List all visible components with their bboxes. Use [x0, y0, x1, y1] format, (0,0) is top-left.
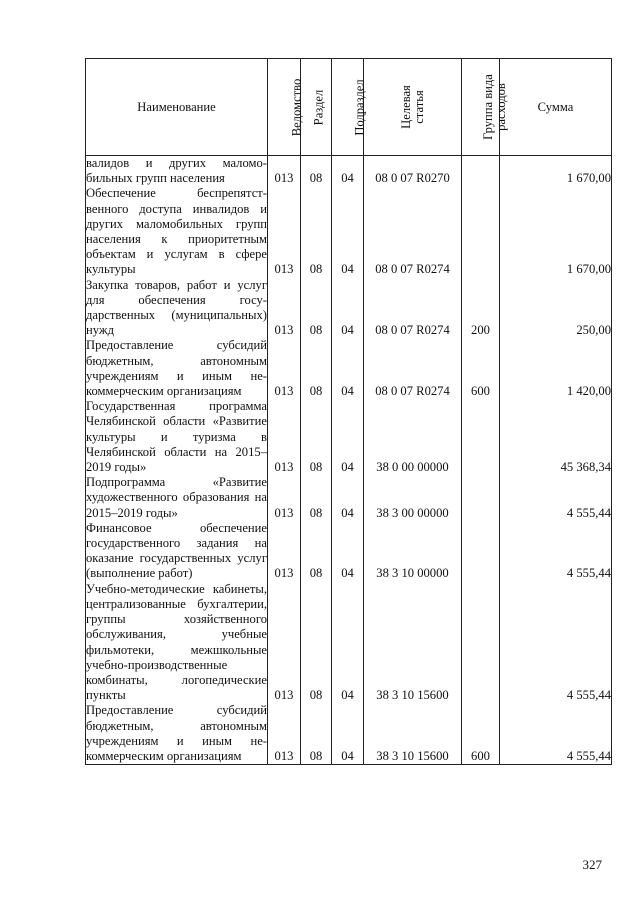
row-name: Подпрограмма «Развитие художественного образования на 2015–2019 годы» — [86, 475, 267, 520]
row-section: 08 — [301, 582, 332, 704]
table-row — [86, 186, 612, 277]
row-target-article: 08 0 07 R0274 — [364, 278, 462, 339]
row-target-article: 38 0 00 00000 — [364, 399, 462, 475]
header-sum: Сумма — [500, 59, 612, 156]
row-department: 013 — [268, 338, 301, 399]
row-subsection: 04 — [332, 156, 364, 187]
row-target-article: 38 3 10 15600 — [364, 703, 462, 764]
row-subsection: 04 — [332, 475, 364, 521]
row-section: 08 — [301, 186, 332, 277]
table-row — [86, 278, 612, 339]
row-section: 08 — [301, 521, 332, 582]
row-target-article: 08 0 07 R0274 — [364, 338, 462, 399]
budget-table — [85, 58, 612, 765]
row-name: Финансовое обеспечение государственного задания на оказание государственных услуг (выполнение работ) — [86, 520, 267, 581]
row-sum: 45 368,34 — [500, 399, 612, 475]
row-expense-group — [462, 399, 500, 475]
row-department: 013 — [268, 582, 301, 704]
header-subsection: Подраздел — [332, 59, 364, 156]
row-sum: 4 555,44 — [500, 703, 612, 764]
row-subsection: 04 — [332, 338, 364, 399]
row-name: Учебно-методические кабинеты, централизованные бухгалтерии, группы хозяйственного обслуживания, учебные фильмотеки, межшкольные учебно-производственные комбинаты, логопедические пункты — [86, 581, 267, 703]
row-subsection: 04 — [332, 399, 364, 475]
row-expense-group — [462, 475, 500, 521]
row-target-article: 38 3 10 00000 — [364, 521, 462, 582]
header-department: Ведомство — [268, 59, 301, 156]
row-name: Предоставление субсидий бюджетным, автономным учреждениям и иным некоммерческим организациям — [86, 338, 267, 399]
row-department: 013 — [268, 475, 301, 521]
table-row — [86, 399, 612, 475]
row-expense-group — [462, 156, 500, 187]
table-header-row — [86, 59, 612, 156]
row-name: Закупка товаров, работ и услуг для обеспечения государственных (муниципальных) нужд — [86, 277, 267, 338]
row-section: 08 — [301, 703, 332, 764]
row-expense-group — [462, 582, 500, 704]
row-section: 08 — [301, 475, 332, 521]
row-subsection: 04 — [332, 186, 364, 277]
row-expense-group — [462, 521, 500, 582]
row-subsection: 04 — [332, 521, 364, 582]
header-section: Раздел — [301, 59, 332, 156]
row-subsection: 04 — [332, 582, 364, 704]
table-row — [86, 582, 612, 704]
row-name: Государственная программа Челябинской области «Развитие культуры и туризма в Челябинской области на 2015–2019 годы» — [86, 399, 267, 475]
row-expense-group: 200 — [462, 278, 500, 339]
table-row — [86, 338, 612, 399]
row-expense-group: 600 — [462, 338, 500, 399]
table-row — [86, 521, 612, 582]
row-target-article: 38 3 00 00000 — [364, 475, 462, 521]
row-section: 08 — [301, 156, 332, 187]
table-row — [86, 156, 612, 187]
row-sum: 4 555,44 — [500, 521, 612, 582]
row-name: Обеспечение беспрепятственного доступа инвалидов и других маломобильных групп населения к приоритетным объектам и услугам в сфере культуры — [86, 186, 267, 277]
row-sum: 4 555,44 — [500, 475, 612, 521]
row-expense-group — [462, 186, 500, 277]
header-expense-group: Группа вида расходов — [462, 59, 500, 156]
row-name: Предоставление субсидий бюджетным, автономным учреждениям и иным некоммерческим организациям — [86, 703, 267, 763]
header-target-article: Целевая статья — [364, 59, 462, 156]
row-department: 013 — [268, 521, 301, 582]
row-department: 013 — [268, 703, 301, 764]
row-expense-group: 600 — [462, 703, 500, 764]
row-target-article: 08 0 07 R0270 — [364, 156, 462, 187]
table-row — [86, 703, 612, 764]
row-subsection: 04 — [332, 278, 364, 339]
row-department: 013 — [268, 278, 301, 339]
row-section: 08 — [301, 399, 332, 475]
row-section: 08 — [301, 338, 332, 399]
table-row — [86, 475, 612, 521]
row-target-article: 38 3 10 15600 — [364, 582, 462, 704]
header-name: Наименование — [86, 59, 268, 156]
row-name: валидов и других маломобильных групп населения — [86, 156, 267, 186]
row-sum: 1 420,00 — [500, 338, 612, 399]
page-number: 327 — [582, 857, 602, 872]
row-sum: 250,00 — [500, 278, 612, 339]
row-department: 013 — [268, 186, 301, 277]
row-department: 013 — [268, 156, 301, 187]
row-sum: 1 670,00 — [500, 156, 612, 187]
row-target-article: 08 0 07 R0274 — [364, 186, 462, 277]
row-subsection: 04 — [332, 703, 364, 764]
row-section: 08 — [301, 278, 332, 339]
row-sum: 4 555,44 — [500, 582, 612, 704]
row-sum: 1 670,00 — [500, 186, 612, 277]
row-department: 013 — [268, 399, 301, 475]
